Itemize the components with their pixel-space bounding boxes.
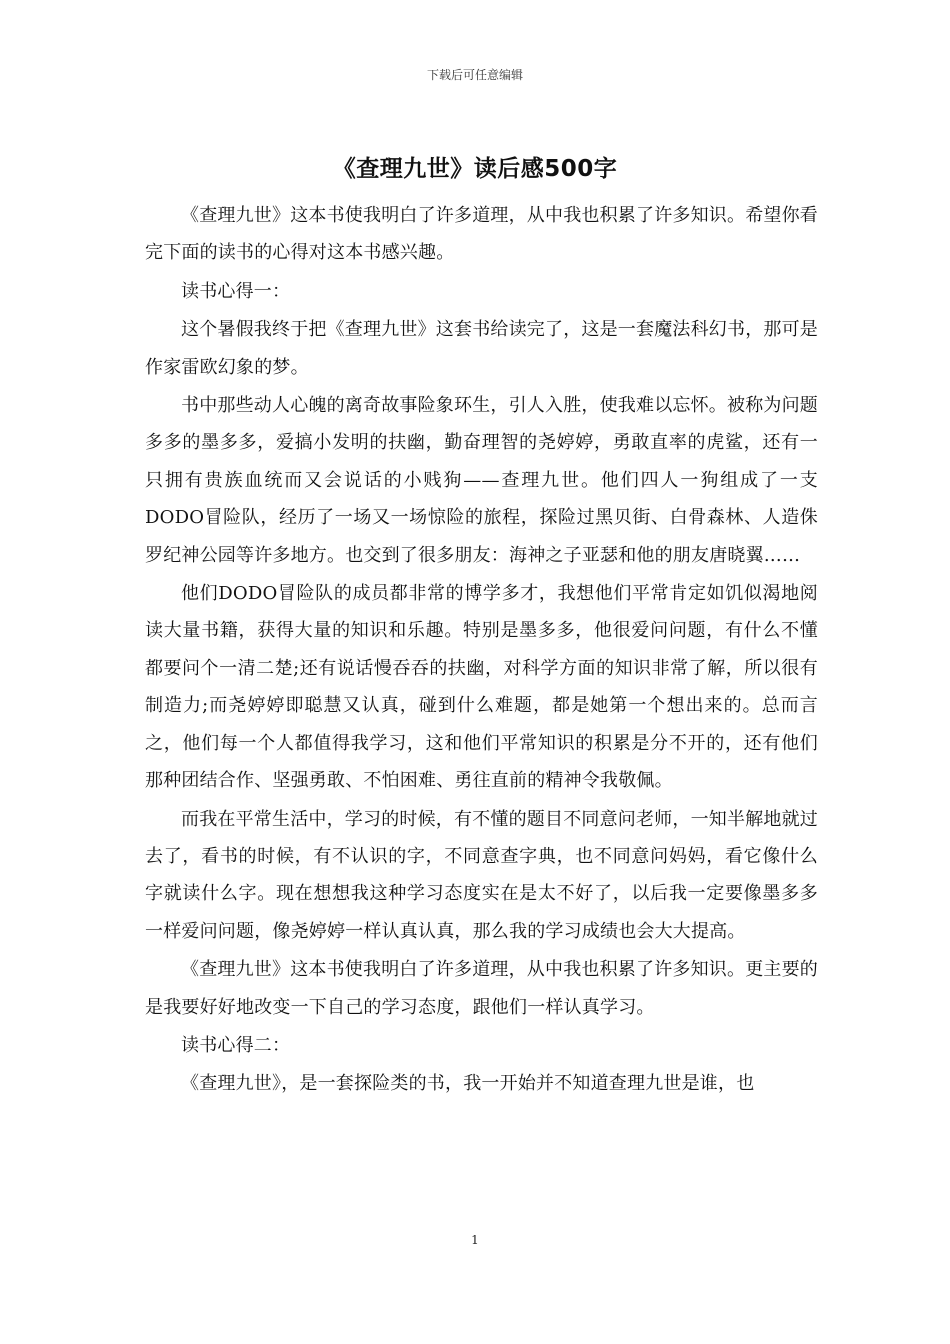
paragraph: 他们DODO冒险队的成员都非常的博学多才，我想他们平常肯定如饥似渴地阅读大量书籍，获得大量的知识和乐趣。特别是墨多多，他很爱问问题，有什么不懂都要问个一清二楚;还有说话慢吞吞的扶幽，对科学方面的知识非常了解，所以很有制造力;而尧婷婷即聪慧又认真，碰到什么难题，都是她第一个想出来的。总而言之，他们每一个人都值得我学习，这和他们平常知识的积累是分不开的，还有他们那种团结合作、坚强勇敢、不怕困难、勇往直前的精神令我敬佩。 bbox=[145, 583, 818, 792]
page-number: 1 bbox=[471, 1233, 479, 1247]
paragraph: 《查理九世》这本书使我明白了许多道理，从中我也积累了许多知识。更主要的是我要好好地改变一下自己的学习态度，跟他们一样认真学习。 bbox=[145, 959, 818, 1018]
section-heading: 读书心得二： bbox=[181, 1034, 291, 1056]
paragraph: 书中那些动人心魄的离奇故事险象环生，引人入胜，使我难以忘怀。被称为问题多多的墨多多，爱搞小发明的扶幽，勤奋理智的尧婷婷，勇敢直率的虎鲨，还有一只拥有贵族血统而又会说话的小贱狗——查理九世。他们四人一狗组成了一支DODO冒险队，经历了一场又一场惊险的旅程，探险过黑贝街、白骨森林、人造侏罗纪神公园等许多地方。也交到了很多朋友：海神之子亚瑟和他的朋友唐晓翼…… bbox=[145, 395, 818, 566]
document-title: 《查理九世》读后感500字 bbox=[332, 156, 618, 182]
section-heading: 读书心得一： bbox=[181, 280, 291, 302]
paragraph: 这个暑假我终于把《查理九世》这套书给读完了，这是一套魔法科幻书，那可是作家雷欧幻象的梦。 bbox=[145, 319, 818, 378]
paragraph: 而我在平常生活中，学习的时候，有不懂的题目不同意问老师，一知半解地就过去了，看书的时候，有不认识的字，不同意查字典，也不同意问妈妈，看它像什么字就读什么字。现在想想我这种学习态度实在是太不好了，以后我一定要像墨多多一样爱问问题，像尧婷婷一样认真认真，那么我的学习成绩也会大大提高。 bbox=[145, 808, 818, 942]
document-body bbox=[145, 197, 818, 1104]
paragraph: 《查理九世》，是一套探险类的书，我一开始并不知道查理九世是谁，也 bbox=[181, 1073, 755, 1095]
paragraph: 《查理九世》这本书使我明白了许多道理，从中我也积累了许多知识。希望你看完下面的读书的心得对这本书感兴趣。 bbox=[145, 205, 818, 264]
header-note: 下载后可任意编辑 bbox=[426, 68, 523, 82]
